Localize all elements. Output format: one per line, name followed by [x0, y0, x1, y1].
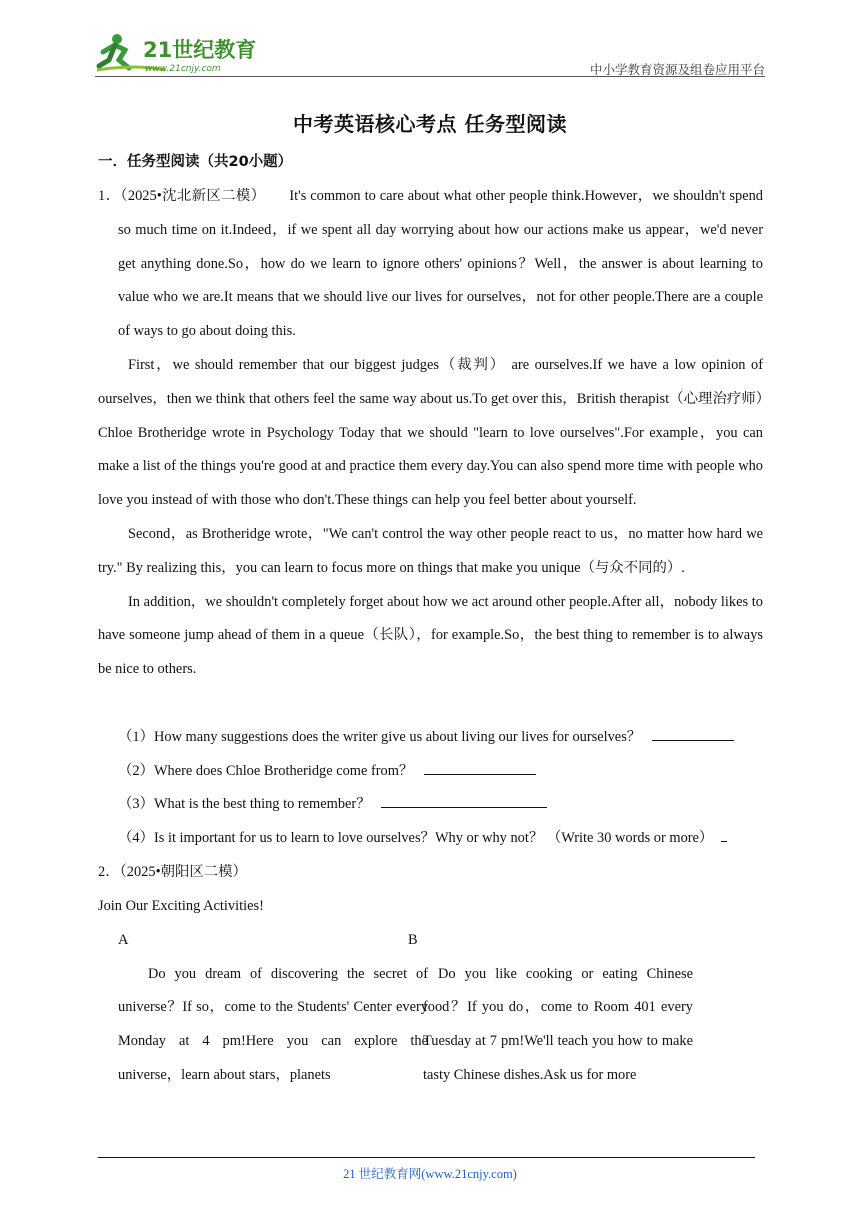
q1-paragraph-1: [98, 180, 763, 349]
question-content: [98, 180, 763, 1098]
sub-question-text: （1）How many suggestions does the writer give us about living our lives for ourselves？: [118, 728, 642, 745]
label-a: A: [118, 931, 129, 948]
logo-text: 21世纪教育: [143, 38, 257, 62]
label-b: B: [408, 931, 418, 948]
logo: [95, 30, 265, 76]
sub-question-text: （3）What is the best thing to remember？: [118, 796, 371, 813]
q1-paragraph-3: Second，as Brotheridge wrote，"We can't control the way other people react to us，no matter how hard we try." By realizing this，you can learn to focus more on things that make you unique（与众不同的）.: [98, 525, 763, 576]
answer-blank[interactable]: [721, 827, 727, 842]
q2-column-labels: [98, 924, 763, 958]
section-heading: 一．任务型阅读（共20小题）: [98, 154, 293, 170]
page-title: 中考英语核心考点 任务型阅读: [293, 112, 567, 136]
q1-sub-question-3: [98, 788, 763, 822]
q2-source: （2025•朝阳区二模）: [119, 863, 247, 880]
logo-url: www.21cnjy.com: [145, 64, 221, 74]
runner-logo-icon: [95, 30, 265, 76]
answer-blank[interactable]: [652, 726, 734, 741]
column-a-text: Do you dream of discovering the secret of universe？If so，come to the Students' Center every Monday at 4 pm!Here you can explore the universe，learn about stars，planets: [118, 965, 428, 1083]
q1-paragraph-4: In addition，we shouldn't completely forget about how we act around other people.After all，nobody likes to have someone jump ahead of them in a queue（长队），for example.So，the best thing to remember is to always be nice to others.: [98, 593, 763, 678]
answer-blank[interactable]: [424, 760, 536, 775]
sub-question-text: （2）Where does Chloe Brotheridge come from？: [118, 762, 414, 779]
column-b: [423, 958, 693, 1093]
q1-source: （2025•沈北新区二模）: [120, 188, 266, 204]
q2-heading: Join Our Exciting Activities!: [98, 897, 264, 914]
column-b-text: Do you like cooking or eating Chinese food？If you do，come to Room 401 every Tuesday at 7 pm!We'll teach you how to make tasty Chinese dishes.Ask us for more: [423, 965, 693, 1083]
q2-number: 2．: [98, 863, 120, 880]
q1-sub-question-1: [98, 721, 763, 755]
column-a: [118, 958, 428, 1093]
q1-sub-question-4: [98, 822, 763, 856]
q2-columns: [98, 958, 763, 1098]
answer-blank[interactable]: [381, 793, 547, 808]
q2-header: [98, 856, 763, 890]
footer-divider: [98, 1157, 755, 1158]
footer-link[interactable]: 21 世纪教育网(www.21cnjy.com): [343, 1167, 517, 1181]
q1-paragraph-2: First，we should remember that our biggest judges（裁判） are ourselves.If we have a low opinion of ourselves，then we think that others feel the same way about us.To get over this，British therapist（心理治疗师）Chloe Brotheridge wrote in Psychology Today that we should "learn to love ourselves".For example，you can make a list of the things you're good at and practice them every day.You can also spend more time with people who love you instead of with those who don't.These things can help you feel better about yourself.: [98, 356, 763, 509]
page-header: [95, 30, 765, 78]
q1-sub-question-2: [98, 755, 763, 789]
platform-name: 中小学教育资源及组卷应用平台: [589, 62, 765, 77]
q1-number: 1．: [98, 188, 121, 204]
sub-question-text: （4）Is it important for us to learn to love ourselves？Why or why not？ （Write 30 words or more）: [118, 830, 714, 847]
header-divider: [95, 76, 765, 77]
q1-text-1: It's common to care about what other people think.However，we shouldn't spend so much time on it.Indeed，if we spent all day worrying about how our actions make us appear，we'd never get anything done.So，how do we learn to ignore others' opinions？Well，the answer is about learning to value who we are.It means that we should live our lives for ourselves，not for other people.There are a couple of ways to go about doing this.: [118, 188, 763, 340]
